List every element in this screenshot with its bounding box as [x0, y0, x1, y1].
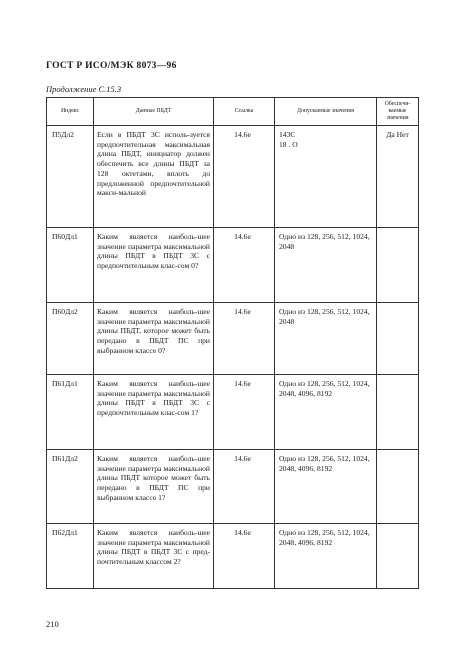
row-reference: 14.6е [214, 375, 275, 450]
table-row [47, 303, 419, 375]
column-header-index: Индекс [47, 98, 94, 126]
row-allowed-values: Одно из 128, 256, 512, 1024, 2048, 4096, 8192 [275, 450, 377, 524]
row-index: П60Дл2 [47, 303, 94, 375]
page-number: 210 [46, 619, 59, 629]
pics-table [46, 97, 419, 589]
row-allowed-values: Одно из 128, 256, 512, 1024, 2048 [275, 228, 377, 303]
row-index: П61Дл1 [47, 375, 94, 450]
row-reference: 14.6е [214, 228, 275, 303]
table-row [47, 228, 419, 303]
table-row [47, 375, 419, 450]
row-supported-values [377, 450, 419, 524]
row-supported-values: Да Нет [377, 126, 419, 228]
column-header-supported-values: Обеспечи-ваемые значения [377, 98, 419, 126]
column-header-allowed-values: Допускаемые значения [275, 98, 377, 126]
row-index: П62Дл1 [47, 524, 94, 589]
row-allowed-values: 143С 18 . О [275, 126, 377, 228]
table-row [47, 126, 419, 228]
row-allowed-values: Одно из 128, 256, 512, 1024, 2048 [275, 303, 377, 375]
table-row [47, 450, 419, 524]
row-reference: 14.6е [214, 450, 275, 524]
column-header-reference: Ссылка [214, 98, 275, 126]
row-question: Каким является наиболь-шее значение параметра максимальной длины ПБДТ в ПБДТ 3С с пред-почтительным классом 2? [94, 524, 214, 589]
document-header: ГОСТ Р ИСО/МЭК 8073—96 [46, 61, 177, 71]
row-index: П5Дл2 [47, 126, 94, 228]
table-header-row [47, 98, 419, 126]
row-question: Каким является наиболь-шее значение параметра максимальной длины ПБДТ в ПБДТ 3С с предпочтительным клас-сом 0? [94, 228, 214, 303]
row-supported-values [377, 375, 419, 450]
row-reference: 14.6е [214, 303, 275, 375]
row-allowed-values: Одно из 128, 256, 512, 1024, 2048, 4096, 8192 [275, 375, 377, 450]
column-header-data: Данные ПБДТ [94, 98, 214, 126]
row-question: Каким является наиболь-шее значение параметра максимальной длины ПБДТ, которое может быть передано в ПБДТ ПС при выбранном классе 0? [94, 303, 214, 375]
row-question: Если в ПБДТ 3С исполь-зуется предпочтительная максимальная длина ПБДТ, инициатор должен обеспечить все длины ПБДТ за 128 октетами, вплоть до предложенной предпочтительной макси-мальной [94, 126, 214, 228]
row-index: П60Дл1 [47, 228, 94, 303]
row-question: Каким является наиболь-шее значение параметра максимальной длины ПБДТ которое может быть передано в ПБДТ ПС при выбранном классе 1? [94, 450, 214, 524]
row-supported-values [377, 303, 419, 375]
row-supported-values [377, 524, 419, 589]
row-supported-values [377, 228, 419, 303]
row-question: Каким является наиболь-шее значение параметра максимальной длины ПБДТ в ПБДТ 3С с предпочтительным клас-сом 1? [94, 375, 214, 450]
table-row [47, 524, 419, 589]
row-index: П61Дл2 [47, 450, 94, 524]
row-reference: 14.6е [214, 524, 275, 589]
continuation-caption: Продолжение С.15.3 [46, 84, 122, 94]
row-allowed-values: Одно из 128, 256, 512, 1024, 2048, 4096, 8192 [275, 524, 377, 589]
row-reference: 14.6е [214, 126, 275, 228]
